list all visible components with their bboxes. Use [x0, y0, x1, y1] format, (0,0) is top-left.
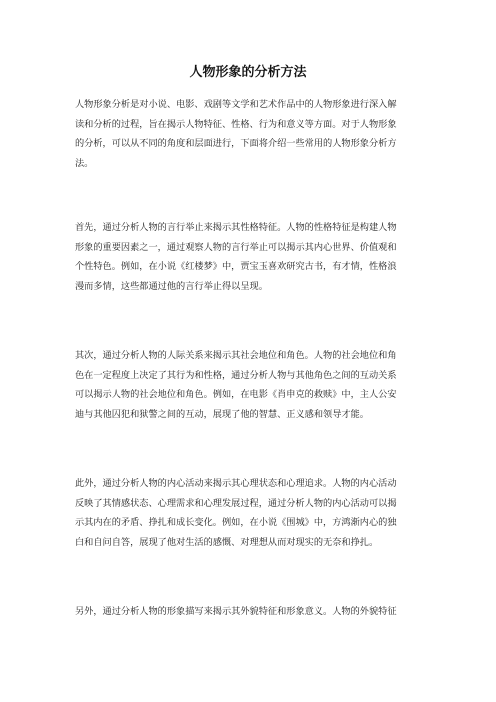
paragraph-line: 示其内在的矛盾、挣扎和成长变化。例如，在小说《围城》中，方鸿渐内心的独: [75, 517, 397, 528]
paragraph-inner-activity: [75, 474, 427, 552]
paragraph-line: 的分析，可以从不同的角度和层面进行，下面将介绍一些常用的人物形象分析方: [75, 138, 397, 149]
paragraph-line: 形象的重要因素之一，通过观察人物的言行举止可以揭示其内心世界、价值观和: [75, 241, 397, 253]
paragraph-behavior: [75, 218, 427, 296]
paragraph-line: 反映了其情感状态、心理需求和心理发展过程，通过分析人物的内心活动可以揭: [75, 497, 397, 509]
paragraph-line: 另外，通过分析人物的形象描写来揭示其外貌特征和形象意义。人物的外貌特征: [75, 606, 397, 617]
paragraph-relationships: [75, 346, 427, 424]
paragraph-line: 色在一定程度上决定了其行为和性格，通过分析人物与其他角色之间的互动关系: [75, 369, 397, 381]
paragraph-line: 白和自问自答，展现了他对生活的感慨、对理想从而对现实的无奈和挣扎。: [75, 536, 379, 548]
paragraph-appearance: [75, 602, 427, 622]
paragraph-line: 迪与其他囚犯和狱警之间的互动，展现了他的智慧、正义感和领导才能。: [75, 408, 369, 420]
paragraph-line: 此外，通过分析人物的内心活动来揭示其心理状态和心理追求。人物的内心活动: [75, 478, 397, 489]
paragraph-line: 法。: [75, 157, 94, 169]
paragraph-line: 首先，通过分析人物的言行举止来揭示其性格特征。人物的性格特征是构建人物: [75, 222, 397, 233]
paragraph-line: 读和分析的过程，旨在揭示人物特征、性格、行为和意义等方面。对于人物形象: [75, 118, 397, 130]
paragraph-line: 可以揭示人物的社会地位和角色。例如，在电影《肖申克的救赎》中，主人公安: [75, 389, 397, 400]
paragraph-line: 人物形象分析是对小说、电影、戏剧等文学和艺术作品中的人物形象进行深入解: [75, 99, 397, 110]
paragraph-line: 其次，通过分析人物的人际关系来揭示其社会地位和角色。人物的社会地位和角: [75, 350, 397, 361]
paragraph-line: 个性特色。例如，在小说《红楼梦》中，贾宝玉喜欢研究古书，有才情，性格浪: [75, 261, 397, 272]
paragraph-line: 漫而多情，这些都通过他的言行举止得以呈现。: [75, 280, 268, 292]
document-title: 人物形象的分析方法: [189, 65, 307, 80]
paragraph-intro: [75, 95, 427, 173]
